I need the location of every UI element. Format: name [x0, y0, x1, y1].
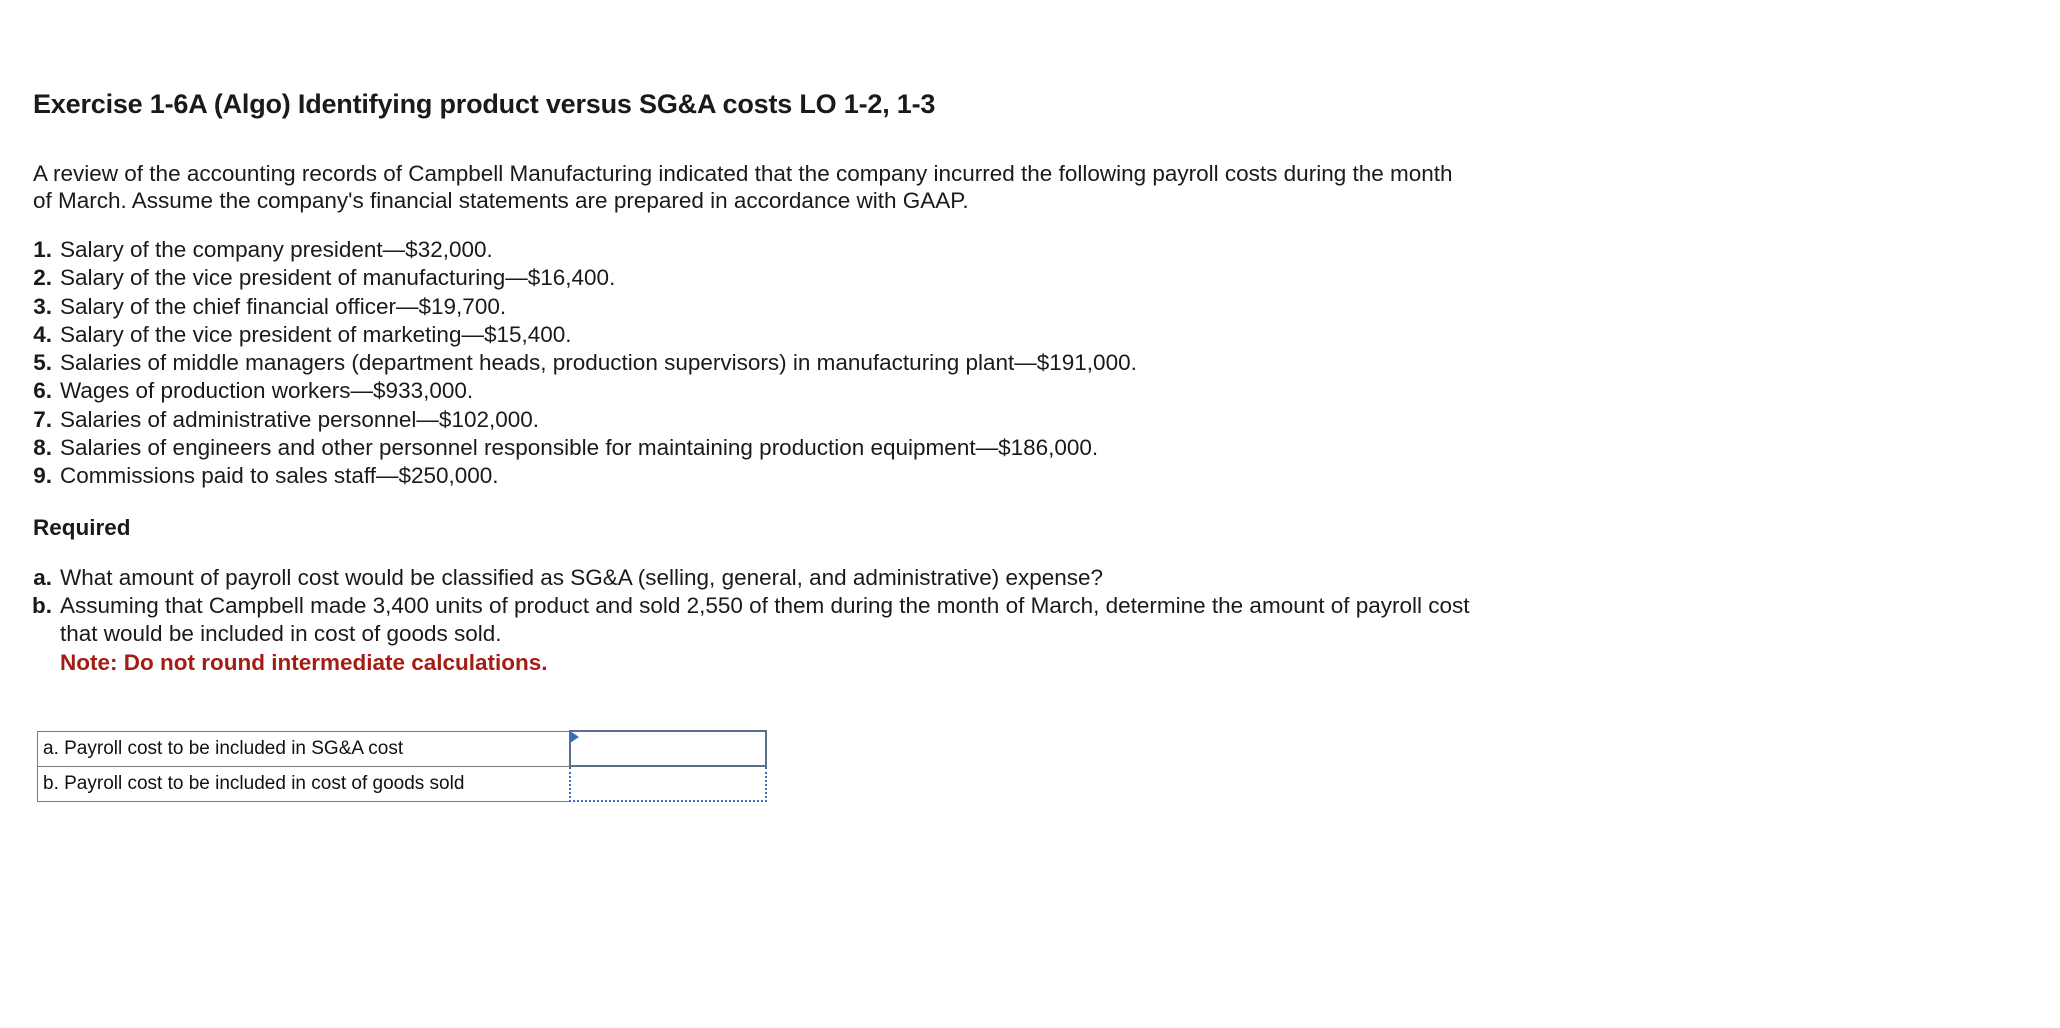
sga-cost-cell[interactable] — [570, 731, 766, 766]
cogs-cost-input[interactable] — [571, 767, 765, 800]
item-number: 4. — [33, 321, 52, 347]
item-text: Salaries of engineers and other personnel responsible for maintaining production equipment—$186,000. — [60, 435, 1099, 461]
item-number: 6. — [33, 378, 52, 404]
item-number: 7. — [33, 406, 52, 432]
list-item — [33, 293, 1473, 321]
item-text: Salary of the company president—$32,000. — [60, 237, 493, 262]
item-number: 1. — [33, 237, 52, 262]
requirement-item — [33, 592, 1475, 677]
item-text: Salary of the vice president of manufacturing—$16,400. — [60, 265, 616, 291]
list-item — [33, 321, 1473, 349]
list-item — [33, 377, 1473, 405]
item-text: Commissions paid to sales staff—$250,000. — [60, 463, 499, 489]
item-text: Salary of the chief financial officer—$19,700. — [60, 293, 507, 319]
table-row — [38, 766, 767, 801]
required-heading: Required — [33, 514, 131, 540]
list-item — [33, 264, 1473, 292]
list-item — [33, 462, 1473, 490]
sga-cost-input[interactable] — [571, 732, 765, 765]
list-item — [33, 349, 1473, 377]
item-text: Wages of production workers—$933,000. — [60, 378, 474, 404]
item-number: 9. — [33, 463, 52, 489]
cogs-cost-cell[interactable] — [570, 766, 766, 801]
table-row — [38, 731, 767, 766]
cogs-cost-label: b. Payroll cost to be included in cost of goods sold — [38, 766, 571, 801]
payroll-cost-list — [33, 236, 1473, 491]
item-text: Salary of the vice president of marketing—$15,400. — [60, 321, 572, 347]
item-number: 3. — [33, 293, 52, 319]
exercise-container — [33, 86, 1473, 677]
item-text: Salaries of administrative personnel—$102,000. — [60, 406, 540, 432]
requirements-list — [33, 564, 1473, 677]
exercise-title: Exercise 1-6A (Algo) Identifying product versus SG&A costs LO 1-2, 1-3 — [33, 89, 936, 119]
list-item — [33, 434, 1473, 462]
active-cell-marker-icon — [570, 731, 579, 743]
item-number: 5. — [33, 350, 52, 376]
requirement-item — [33, 564, 1475, 592]
item-text: Salaries of middle managers (department heads, production supervisors) in manufacturing plant—$191,000. — [60, 350, 1137, 376]
requirement-letter: b. — [32, 592, 52, 618]
requirement-text: What amount of payroll cost would be classified as SG&A (selling, general, and administrative) expense? — [60, 564, 1104, 590]
item-number: 8. — [33, 435, 52, 461]
list-item — [33, 236, 1473, 264]
requirement-text: Assuming that Campbell made 3,400 units of product and sold 2,550 of them during the month of March, determine the amount of payroll cost that would be included in cost of goods sold. — [60, 592, 1470, 647]
list-item — [33, 406, 1473, 434]
intro-paragraph: A review of the accounting records of Campbell Manufacturing indicated that the company incurred the following payroll costs during the month of March. Assume the company's financial statements are prepared in accordance with GAAP. — [33, 161, 1453, 213]
item-number: 2. — [33, 265, 52, 291]
sga-cost-label: a. Payroll cost to be included in SG&A cost — [38, 731, 571, 766]
rounding-note: Note: Do not round intermediate calculations. — [60, 649, 548, 675]
answer-table — [37, 730, 767, 802]
requirement-letter: a. — [33, 564, 52, 590]
